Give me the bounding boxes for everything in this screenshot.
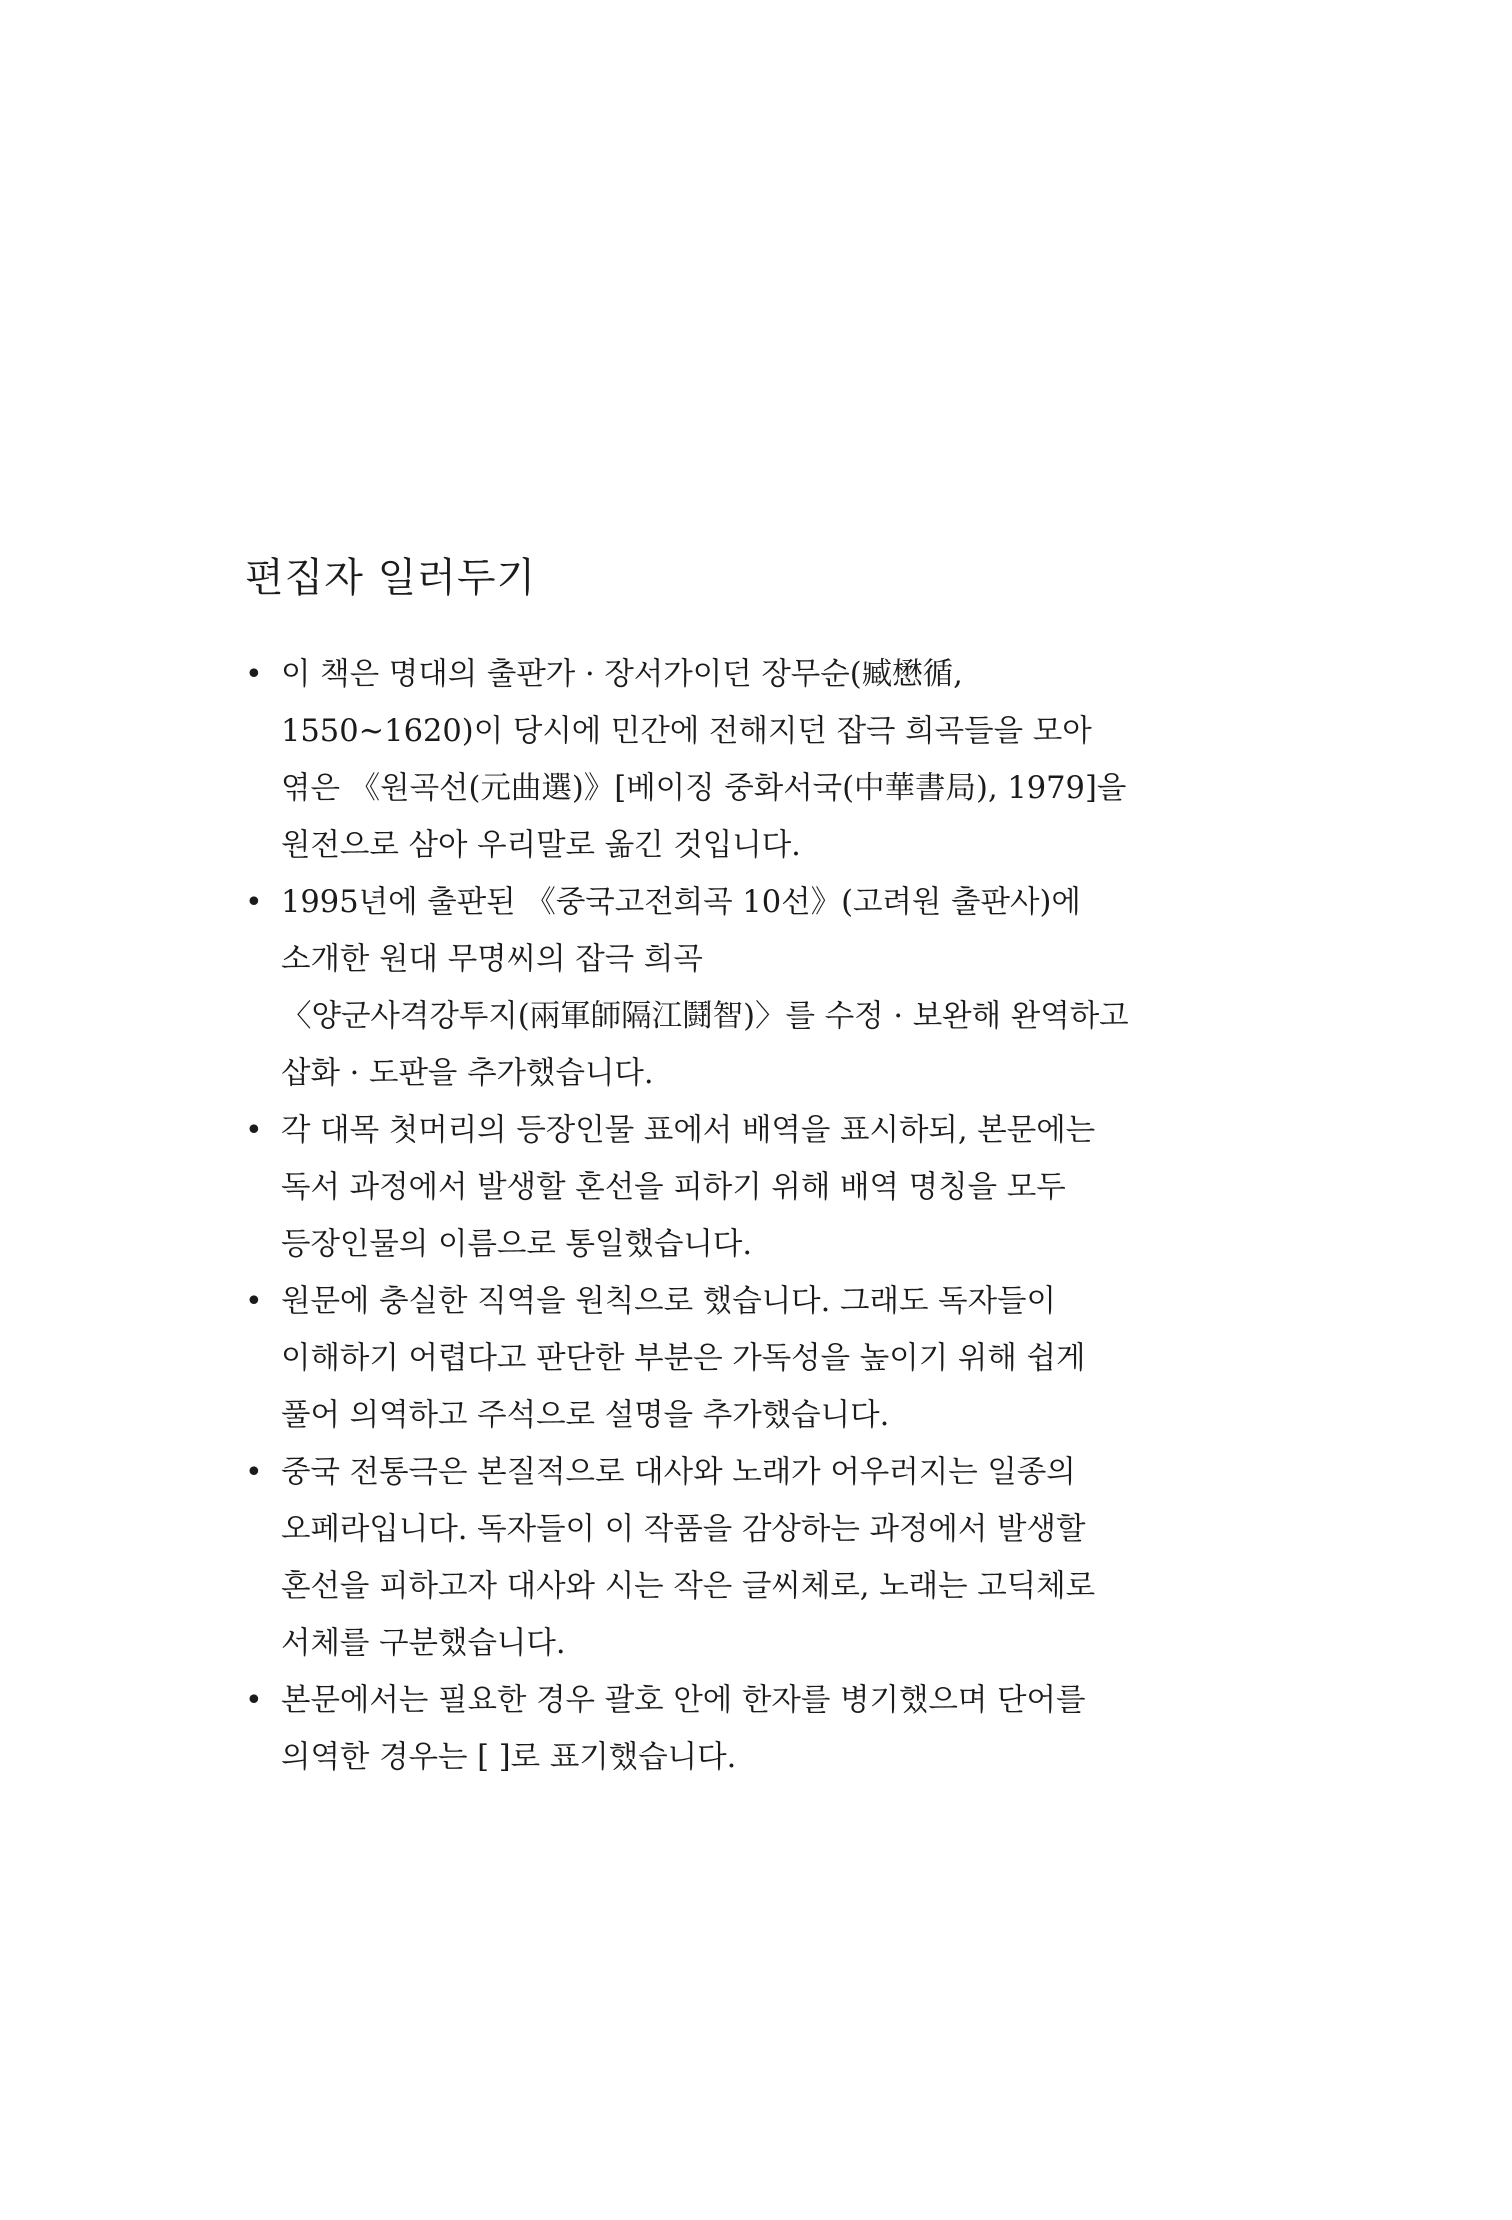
bullet-icon: •	[245, 1113, 263, 1148]
note-line: 소개한 원대 무명씨의 잡극 희곡	[281, 942, 703, 977]
note-item	[245, 646, 1245, 874]
note-line: 〈양군사격강투지(兩軍師隔江鬪智)〉를 수정 · 보완해 완역하고	[281, 999, 1129, 1034]
note-line: 의역한 경우는 [ ]로 표기했습니다.	[281, 1740, 737, 1775]
note-line: 1995년에 출판된 《중국고전희곡 10선》(고려원 출판사)에	[281, 885, 1081, 920]
note-line: 1550~1620)이 당시에 민간에 전해지던 잡극 희곡들을 모아	[281, 714, 1092, 749]
bullet-icon: •	[245, 1284, 263, 1319]
bullet-icon: •	[245, 1455, 263, 1490]
note-item	[245, 1273, 1245, 1444]
note-line: 원전으로 삼아 우리말로 옮긴 것입니다.	[281, 828, 801, 863]
note-line: 원문에 충실한 직역을 원칙으로 했습니다. 그래도 독자들이	[281, 1284, 1056, 1319]
bullet-icon: •	[245, 885, 263, 920]
bullet-icon: •	[245, 657, 263, 692]
note-line: 엮은 《원곡선(元曲選)》[베이징 중화서국(中華書局), 1979]을	[281, 771, 1127, 806]
page-title: 편집자 일러두기	[245, 555, 537, 601]
note-item	[245, 1102, 1245, 1273]
note-line: 풀어 의역하고 주석으로 설명을 추가했습니다.	[281, 1398, 890, 1433]
note-line: 오페라입니다. 독자들이 이 작품을 감상하는 과정에서 발생할	[281, 1512, 1086, 1547]
note-line: 중국 전통극은 본질적으로 대사와 노래가 어우러지는 일종의	[281, 1455, 1076, 1490]
note-line: 이해하기 어렵다고 판단한 부분은 가독성을 높이기 위해 쉽게	[281, 1341, 1086, 1376]
note-line: 독서 과정에서 발생할 혼선을 피하기 위해 배역 명칭을 모두	[281, 1170, 1066, 1205]
note-item	[245, 1672, 1245, 1786]
note-line: 서체를 구분했습니다.	[281, 1626, 566, 1661]
note-line: 각 대목 첫머리의 등장인물 표에서 배역을 표시하되, 본문에는	[281, 1113, 1096, 1148]
note-line: 혼선을 피하고자 대사와 시는 작은 글씨체로, 노래는 고딕체로	[281, 1569, 1096, 1604]
note-item	[245, 874, 1245, 1102]
note-line: 이 책은 명대의 출판가 · 장서가이던 장무순(臧懋循,	[281, 657, 963, 692]
note-line: 본문에서는 필요한 경우 괄호 안에 한자를 병기했으며 단어를	[281, 1683, 1086, 1718]
note-line: 등장인물의 이름으로 통일했습니다.	[281, 1227, 753, 1262]
note-item	[245, 1444, 1245, 1672]
notes-list	[245, 646, 1245, 1786]
note-line: 삽화 · 도판을 추가했습니다.	[281, 1056, 654, 1091]
bullet-icon: •	[245, 1683, 263, 1718]
